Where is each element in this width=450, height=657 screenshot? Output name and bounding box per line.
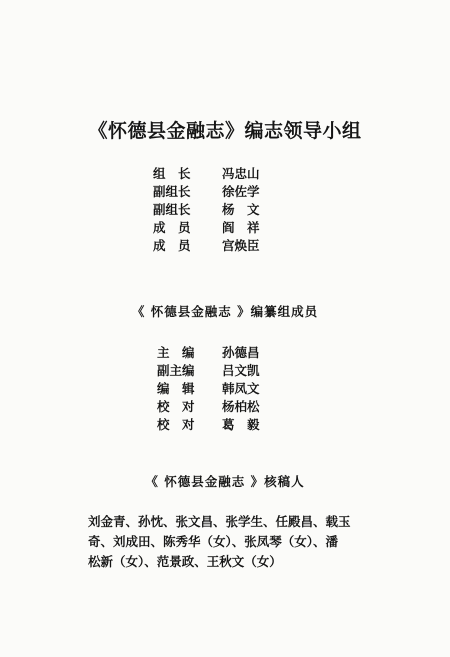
member-name: 葛 毅 [222,417,260,432]
reviewers-list [88,512,378,572]
role-label: 校 对 [157,399,195,414]
role-label: 主 编 [157,345,195,360]
member-name: 宫焕臣 [222,238,260,253]
member-name: 冯忠山 [222,166,260,181]
reviewers-line: 奇、刘成田、陈秀华（女）、张凤琴（女）、潘 [88,534,339,549]
member-name: 杨柏松 [222,399,260,414]
roster-row [0,361,450,379]
editorial-group-title: 《 怀德县金融志 》编纂组成员 [131,304,319,319]
reviewers-title: 《 怀德县金融志 》核稿人 [145,474,305,489]
member-name: 孙德昌 [222,345,260,360]
roster-row [0,415,450,433]
member-name: 吕文凯 [222,363,260,378]
roster-row [0,236,450,254]
role-label: 副组长 [153,184,191,199]
reviewers-line: 松新（女）、范景政、王秋文（女） [88,554,282,569]
role-label: 校 对 [157,417,195,432]
member-name: 杨 文 [222,202,260,217]
reviewers-line: 刘金青、孙忱、张文昌、张学生、任殿昌、载玉 [88,514,351,529]
role-label: 组 长 [153,166,191,181]
member-name: 阎 祥 [222,220,260,235]
role-label: 副主编 [157,363,195,378]
leadership-group-title: 《怀德县金融志》编志领导小组 [88,120,362,142]
role-label: 编 辑 [157,381,195,396]
roster-row [0,200,450,218]
role-label: 副组长 [153,202,191,217]
role-label: 成 员 [153,220,191,235]
roster-row [0,182,450,200]
member-name: 韩凤文 [222,381,260,396]
roster-row [0,379,450,397]
roster-row [0,397,450,415]
roster-row [0,343,450,361]
member-name: 徐佐学 [222,184,260,199]
roster-row [0,164,450,182]
roster-row [0,218,450,236]
role-label: 成 员 [153,238,191,253]
